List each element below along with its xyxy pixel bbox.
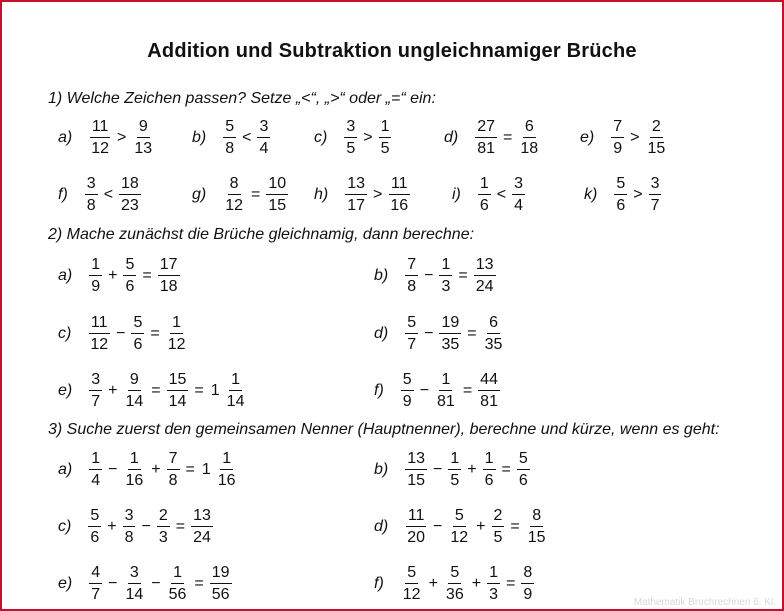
operator: +	[108, 381, 118, 399]
fraction	[405, 450, 427, 489]
denominator: 81	[480, 393, 498, 410]
fraction	[405, 507, 427, 546]
problem-1k	[584, 175, 664, 214]
problem-label: a)	[58, 128, 73, 146]
denominator: 6	[616, 197, 626, 214]
denominator: 6	[125, 278, 135, 295]
numerator: 1	[170, 314, 183, 334]
numerator: 8	[530, 507, 543, 527]
numerator: 7	[405, 256, 418, 276]
problem-1d	[444, 118, 543, 157]
fraction	[521, 564, 534, 603]
denominator: 7	[91, 586, 101, 603]
fraction	[401, 564, 423, 603]
numerator: 3	[89, 371, 102, 391]
fraction	[89, 371, 102, 410]
problem-label: c)	[58, 324, 72, 342]
operator: −	[141, 517, 151, 535]
operator: >	[117, 128, 127, 146]
operator: +	[476, 517, 486, 535]
fraction	[474, 256, 496, 295]
denominator: 12	[91, 140, 110, 157]
fraction	[439, 256, 452, 295]
problem-3e	[58, 564, 235, 603]
operator: =	[251, 185, 261, 203]
operator: +	[471, 574, 482, 592]
problem-3d	[374, 507, 551, 546]
denominator: 7	[91, 393, 101, 410]
numerator: 5	[453, 507, 466, 527]
denominator: 15	[647, 140, 666, 157]
fraction	[225, 371, 247, 410]
operator: +	[467, 460, 477, 478]
numerator: 1	[439, 256, 452, 276]
fraction	[166, 314, 188, 353]
operator: =	[510, 517, 520, 535]
denominator: 35	[484, 336, 503, 353]
fraction	[158, 256, 180, 295]
fraction	[512, 175, 525, 214]
problem-1i	[452, 175, 528, 214]
fraction	[439, 314, 461, 353]
fraction	[210, 564, 232, 603]
fraction	[435, 371, 457, 410]
numerator: 3	[123, 507, 136, 527]
denominator: 15	[268, 197, 287, 214]
fraction	[119, 175, 141, 214]
fraction	[123, 450, 145, 489]
denominator: 5	[346, 140, 356, 157]
problem-1f	[58, 175, 144, 214]
numerator: 11	[89, 314, 110, 334]
numerator: 11	[406, 507, 427, 527]
operator: −	[424, 324, 434, 342]
numerator: 5	[448, 564, 461, 584]
numerator: 5	[614, 175, 627, 195]
fraction	[167, 371, 189, 410]
numerator: 8	[228, 175, 241, 195]
fraction	[89, 256, 102, 295]
numerator: 1	[379, 118, 392, 138]
fraction	[266, 175, 288, 214]
denominator: 7	[407, 336, 417, 353]
denominator: 3	[441, 278, 451, 295]
numerator: 5	[517, 450, 530, 470]
fraction	[167, 564, 189, 603]
fraction	[344, 118, 357, 157]
numerator: 13	[191, 507, 213, 527]
fraction	[216, 450, 238, 489]
denominator: 5	[450, 472, 460, 489]
operator: −	[116, 324, 126, 342]
fraction	[132, 118, 154, 157]
fraction	[645, 118, 667, 157]
operator: −	[433, 517, 443, 535]
numerator: 1	[220, 450, 233, 470]
operator: =	[185, 460, 195, 478]
problem-label: a)	[58, 460, 73, 478]
fraction	[401, 371, 414, 410]
numerator: 6	[523, 118, 536, 138]
numerator: 3	[344, 118, 357, 138]
problem-label: b)	[192, 128, 207, 146]
fraction	[123, 564, 145, 603]
numerator: 2	[157, 507, 170, 527]
section-2-heading: 2) Mache zunächst die Brüche gleichnamig, dann berechne:	[48, 226, 475, 243]
denominator: 18	[159, 278, 178, 295]
fraction	[123, 256, 136, 295]
fraction	[478, 371, 500, 410]
fraction	[89, 564, 102, 603]
fraction	[517, 450, 530, 489]
fraction	[123, 507, 136, 546]
operator: =	[505, 574, 516, 592]
problem-label: i)	[452, 185, 461, 203]
fraction	[89, 450, 102, 489]
worksheet-title: Addition und Subtraktion ungleichnamiger Brüche	[147, 40, 637, 62]
denominator: 9	[523, 586, 533, 603]
fraction	[487, 564, 500, 603]
denominator: 6	[518, 472, 528, 489]
problem-label: a)	[58, 266, 73, 284]
numerator: 18	[119, 175, 141, 195]
denominator: 3	[158, 529, 168, 546]
operator: =	[151, 381, 161, 399]
denominator: 13	[134, 140, 153, 157]
denominator: 15	[407, 472, 426, 489]
operator: =	[462, 381, 473, 399]
fraction	[518, 118, 540, 157]
denominator: 12	[90, 336, 109, 353]
operator: =	[142, 266, 152, 284]
problem-1e	[580, 118, 670, 157]
operator: <	[496, 185, 507, 203]
problem-2f	[374, 371, 503, 410]
operator: =	[194, 381, 204, 399]
fraction	[649, 175, 662, 214]
numerator: 11	[90, 118, 111, 138]
denominator: 17	[347, 197, 366, 214]
numerator: 19	[439, 314, 461, 334]
numerator: 1	[478, 175, 491, 195]
operator: =	[194, 574, 204, 592]
fraction	[526, 507, 548, 546]
denominator: 12	[225, 197, 244, 214]
operator: −	[108, 574, 118, 592]
denominator: 6	[479, 197, 489, 214]
operator: +	[428, 574, 438, 592]
problem-1a	[58, 118, 157, 157]
fraction	[223, 118, 236, 157]
fraction	[88, 314, 110, 353]
whole-number: 1	[201, 460, 211, 478]
fraction	[492, 507, 505, 546]
fraction	[123, 371, 145, 410]
numerator: 3	[512, 175, 525, 195]
fraction	[483, 314, 505, 353]
fraction	[405, 256, 418, 295]
problem-label: f)	[374, 574, 384, 592]
numerator: 3	[257, 118, 270, 138]
numerator: 1	[487, 564, 500, 584]
problem-3a	[58, 450, 241, 489]
denominator: 12	[402, 586, 421, 603]
problem-label: e)	[58, 574, 73, 592]
operator: +	[151, 460, 161, 478]
numerator: 8	[521, 564, 534, 584]
denominator: 12	[167, 336, 186, 353]
fraction	[85, 175, 98, 214]
operator: =	[175, 517, 186, 535]
numerator: 5	[223, 118, 236, 138]
fraction	[131, 314, 144, 353]
denominator: 8	[168, 472, 178, 489]
numerator: 3	[649, 175, 662, 195]
fraction	[405, 314, 418, 353]
operator: =	[458, 266, 468, 284]
operator: −	[433, 460, 443, 478]
numerator: 1	[89, 256, 102, 276]
denominator: 14	[125, 586, 144, 603]
denominator: 14	[168, 393, 187, 410]
numerator: 1	[89, 450, 102, 470]
denominator: 24	[475, 278, 494, 295]
fraction	[388, 175, 410, 214]
operator: −	[108, 460, 118, 478]
fraction	[223, 175, 245, 214]
problem-label: d)	[374, 324, 389, 342]
numerator: 1	[448, 450, 461, 470]
denominator: 35	[441, 336, 460, 353]
denominator: 56	[168, 586, 187, 603]
denominator: 4	[259, 140, 269, 157]
denominator: 36	[445, 586, 464, 603]
problem-2c	[58, 314, 191, 353]
numerator: 6	[487, 314, 500, 334]
denominator: 4	[514, 197, 524, 214]
problem-label: e)	[580, 128, 595, 146]
numerator: 1	[439, 371, 452, 391]
fraction	[448, 450, 461, 489]
problem-3f	[374, 564, 537, 603]
numerator: 1	[483, 450, 496, 470]
denominator: 23	[121, 197, 139, 214]
numerator: 13	[474, 256, 496, 276]
numerator: 11	[389, 175, 410, 195]
denominator: 14	[125, 393, 144, 410]
denominator: 6	[484, 472, 494, 489]
fraction	[88, 507, 101, 546]
denominator: 9	[402, 393, 412, 410]
operator: =	[503, 128, 513, 146]
numerator: 17	[158, 256, 180, 276]
fraction	[257, 118, 270, 157]
numerator: 9	[137, 118, 150, 138]
problem-label: k)	[584, 185, 598, 203]
numerator: 4	[89, 564, 102, 584]
problem-3c	[58, 507, 216, 546]
problem-label: f)	[374, 381, 384, 399]
numerator: 3	[85, 175, 98, 195]
numerator: 5	[401, 371, 414, 391]
denominator: 81	[437, 393, 455, 410]
fraction	[448, 507, 470, 546]
problem-2a	[58, 256, 183, 295]
fraction	[444, 564, 466, 603]
denominator: 8	[225, 140, 235, 157]
fraction	[379, 118, 392, 157]
operator: >	[633, 185, 643, 203]
numerator: 2	[492, 507, 505, 527]
numerator: 10	[266, 175, 288, 195]
fraction	[478, 175, 491, 214]
numerator: 7	[167, 450, 180, 470]
denominator: 8	[124, 529, 134, 546]
numerator: 5	[131, 314, 144, 334]
numerator: 5	[405, 564, 418, 584]
denominator: 5	[493, 529, 503, 546]
problem-label: b)	[374, 460, 389, 478]
denominator: 16	[390, 197, 409, 214]
operator: +	[108, 266, 118, 284]
operator: >	[373, 185, 383, 203]
denominator: 8	[407, 278, 417, 295]
operator: =	[501, 460, 511, 478]
operator: <	[242, 128, 252, 146]
operator: −	[424, 266, 434, 284]
problem-2b	[374, 256, 499, 295]
numerator: 5	[123, 256, 136, 276]
numerator: 15	[167, 371, 189, 391]
operator: <	[103, 185, 114, 203]
denominator: 81	[477, 140, 496, 157]
problem-label: c)	[58, 517, 72, 535]
section-3-heading: 3) Suche zuerst den gemeinsamen Nenner (Hauptnenner), berechne und kürze, wenn es geht:	[48, 421, 720, 438]
section-1-heading: 1) Welche Zeichen passen? Setze „<“, „>“ oder „=“ ein:	[48, 90, 436, 107]
denominator: 56	[211, 586, 230, 603]
denominator: 9	[91, 278, 101, 295]
fraction	[89, 118, 111, 157]
operator: −	[151, 574, 161, 592]
problem-label: b)	[374, 266, 389, 284]
numerator: 1	[229, 371, 242, 391]
denominator: 5	[380, 140, 390, 157]
problem-2d	[374, 314, 507, 353]
denominator: 6	[133, 336, 143, 353]
whole-number: 1	[210, 381, 220, 399]
problem-label: c)	[314, 128, 328, 146]
fraction	[157, 507, 170, 546]
numerator: 5	[88, 507, 101, 527]
numerator: 5	[405, 314, 418, 334]
denominator: 24	[193, 529, 211, 546]
fraction	[475, 118, 497, 157]
numerator: 1	[171, 564, 184, 584]
problem-label: e)	[58, 381, 73, 399]
numerator: 3	[128, 564, 141, 584]
numerator: 2	[650, 118, 663, 138]
fraction	[611, 118, 624, 157]
problem-label: d)	[374, 517, 389, 535]
numerator: 7	[611, 118, 624, 138]
operator: +	[107, 517, 117, 535]
denominator: 6	[90, 529, 100, 546]
numerator: 13	[405, 450, 427, 470]
fraction	[614, 175, 627, 214]
problem-label: h)	[314, 185, 329, 203]
fraction	[345, 175, 367, 214]
denominator: 16	[217, 472, 236, 489]
denominator: 4	[91, 472, 101, 489]
fraction	[191, 507, 213, 546]
denominator: 20	[407, 529, 426, 546]
denominator: 14	[226, 393, 245, 410]
denominator: 15	[527, 529, 546, 546]
problem-label: f)	[58, 185, 68, 203]
numerator: 9	[128, 371, 141, 391]
denominator: 8	[86, 197, 96, 214]
fraction	[483, 450, 496, 489]
problem-1h	[314, 175, 413, 214]
denominator: 12	[450, 529, 469, 546]
numerator: 19	[210, 564, 232, 584]
denominator: 18	[520, 140, 539, 157]
problem-1b	[192, 118, 273, 157]
numerator: 13	[345, 175, 367, 195]
operator: −	[419, 381, 430, 399]
watermark: Mathematik Bruchrechnen 6. Kl.	[633, 597, 776, 608]
operator: >	[363, 128, 373, 146]
numerator: 1	[128, 450, 141, 470]
problem-1g	[192, 175, 291, 214]
numerator: 44	[478, 371, 500, 391]
denominator: 7	[650, 197, 660, 214]
denominator: 9	[613, 140, 623, 157]
problem-2e	[58, 371, 249, 410]
denominator: 3	[489, 586, 498, 603]
numerator: 27	[475, 118, 497, 138]
problem-label: d)	[444, 128, 459, 146]
problem-3b	[374, 450, 533, 489]
operator: =	[150, 324, 160, 342]
operator: =	[467, 324, 477, 342]
problem-1c	[314, 118, 394, 157]
operator: >	[630, 128, 640, 146]
problem-label: g)	[192, 185, 207, 203]
fraction	[167, 450, 180, 489]
denominator: 16	[125, 472, 144, 489]
